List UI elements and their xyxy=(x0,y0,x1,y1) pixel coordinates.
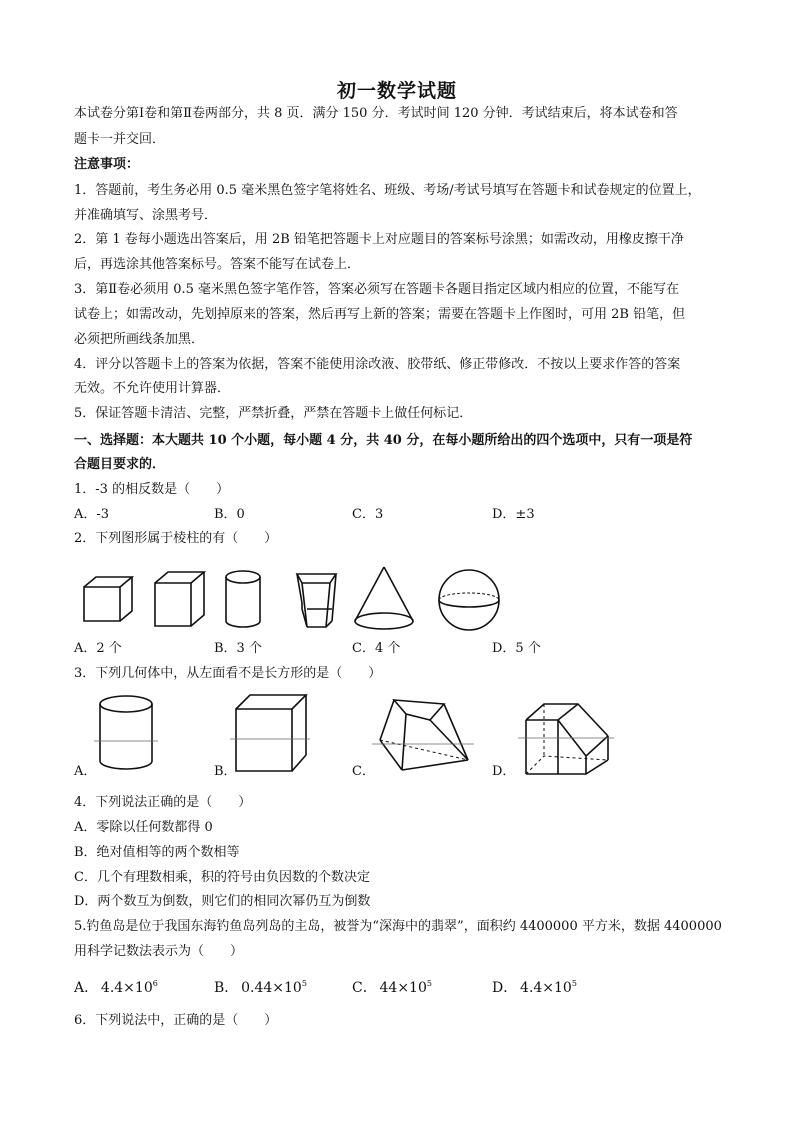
q3-option-c: C． xyxy=(352,764,375,779)
frustum-figure xyxy=(294,569,344,631)
notice-line: 3．第Ⅱ卷必须用 0.5 毫米黑色签字笔作答，答案必须写在答题卡各题目指定区域内相应的位置，不能写在 xyxy=(74,282,680,297)
question-5-stem: 用科学记数法表示为（ ） xyxy=(74,944,244,959)
cone-figure xyxy=(352,565,416,633)
q4-option-d: D．两个数互为倒数，则它们的相同次幂仍互为倒数 xyxy=(74,894,371,909)
notice-line: 1．答题前，考生务必用 0.5 毫米黑色签字笔将姓名、班级、考场/考试号填写在答题卡和试卷规定的位置上， xyxy=(74,183,701,198)
question-5-stem: 5.钓鱼岛是位于我国东海钓鱼岛列岛的主岛，被誉为“深海中的翡翠”，面积约 4400000 平方米，数据 4400000 xyxy=(74,919,722,934)
question-2-stem: 2．下列图形属于棱柱的有（ ） xyxy=(74,531,278,546)
q1-option-c: C．3 xyxy=(352,507,384,522)
notice-line: 试卷上；如需改动，先划掉原来的答案，然后再写上新的答案；需要在答题卡上作图时，可用 2B 铅笔，但 xyxy=(74,307,686,322)
cut-prism-figure xyxy=(514,700,614,776)
q3-option-a: A． xyxy=(74,764,97,779)
q3-option-b: B． xyxy=(214,764,237,779)
page-title: 初一数学试题 xyxy=(336,80,457,102)
cuboid-figure xyxy=(82,575,134,625)
q2-option-b: B．3 个 xyxy=(214,641,262,656)
cube-figure xyxy=(152,569,207,629)
notice-heading: 注意事项： xyxy=(74,157,140,172)
section-heading: 一、选择题：本大题共 10 个小题，每小题 4 分，共 40 分，在每小题所给出的四个选项中，只有一项是符 xyxy=(74,433,693,448)
notice-line: 无效。不允许使用计算器． xyxy=(74,381,231,396)
question-3-stem: 3．下列几何体中，从左面看不是长方形的是（ ） xyxy=(74,666,382,681)
question-1-stem: 1．-3 的相反数是（ ） xyxy=(74,482,230,497)
q4-option-a: A．零除以任何数都得 0 xyxy=(74,820,213,835)
notice-line: 后，再选涂其他答案标号。答案不能写在试卷上． xyxy=(74,257,361,272)
notice-line: 5．保证答题卡清洁、完整，严禁折叠，严禁在答题卡上做任何标记． xyxy=(74,406,473,421)
notice-line: 并准确填写、涂黑考号． xyxy=(74,208,218,223)
cube-view-figure xyxy=(230,691,310,775)
q5-option-b: B． $0.44\times 10^5$ xyxy=(214,979,307,996)
notice-line: 必须把所画线条加黑． xyxy=(74,332,205,347)
q2-option-c: C．4 个 xyxy=(352,641,401,656)
question-6-stem: 6．下列说法中，正确的是（ ） xyxy=(74,1013,278,1028)
q1-option-b: B．0 xyxy=(214,507,245,522)
cylinder-view-figure xyxy=(92,693,160,773)
q5-option-a: A． $4.4\times 10^6$ xyxy=(74,979,158,996)
truncated-pyramid-figure xyxy=(372,694,474,774)
q4-option-c: C．几个有理数相乘，积的符号由负因数的个数决定 xyxy=(74,870,370,885)
q1-option-d: D．±3 xyxy=(492,507,535,522)
cylinder-figure xyxy=(222,569,264,631)
section-heading: 合题目要求的． xyxy=(74,457,166,472)
intro-line-1: 本试卷分第Ⅰ卷和第Ⅱ卷两部分，共 8 页．满分 150 分．考试时间 120 分钟．考试结束后，将本试卷和答 xyxy=(74,106,678,121)
q4-option-b: B．绝对值相等的两个数相等 xyxy=(74,845,240,860)
q3-option-d: D． xyxy=(492,764,516,779)
q2-option-a: A．2 个 xyxy=(74,641,122,656)
intro-line-2: 题卡一并交回． xyxy=(74,132,166,147)
q5-option-c: C． $44\times 10^5$ xyxy=(352,979,432,996)
sphere-figure xyxy=(437,568,501,632)
notice-line: 4．评分以答题卡上的答案为依据，答案不能使用涂改液、胶带纸、修正带修改．不按以上要求作答的答案 xyxy=(74,357,681,372)
q5-option-d: D． $4.4\times 10^5$ xyxy=(492,979,577,996)
q1-option-a: A．-3 xyxy=(74,507,110,522)
q2-option-d: D．5 个 xyxy=(492,641,541,656)
question-4-stem: 4．下列说法正确的是（ ） xyxy=(74,795,252,810)
notice-line: 2．第 1 卷每小题选出答案后，用 2B 铅笔把答题卡上对应题目的答案标号涂黑；如需改动，用橡皮擦干净 xyxy=(74,232,684,247)
